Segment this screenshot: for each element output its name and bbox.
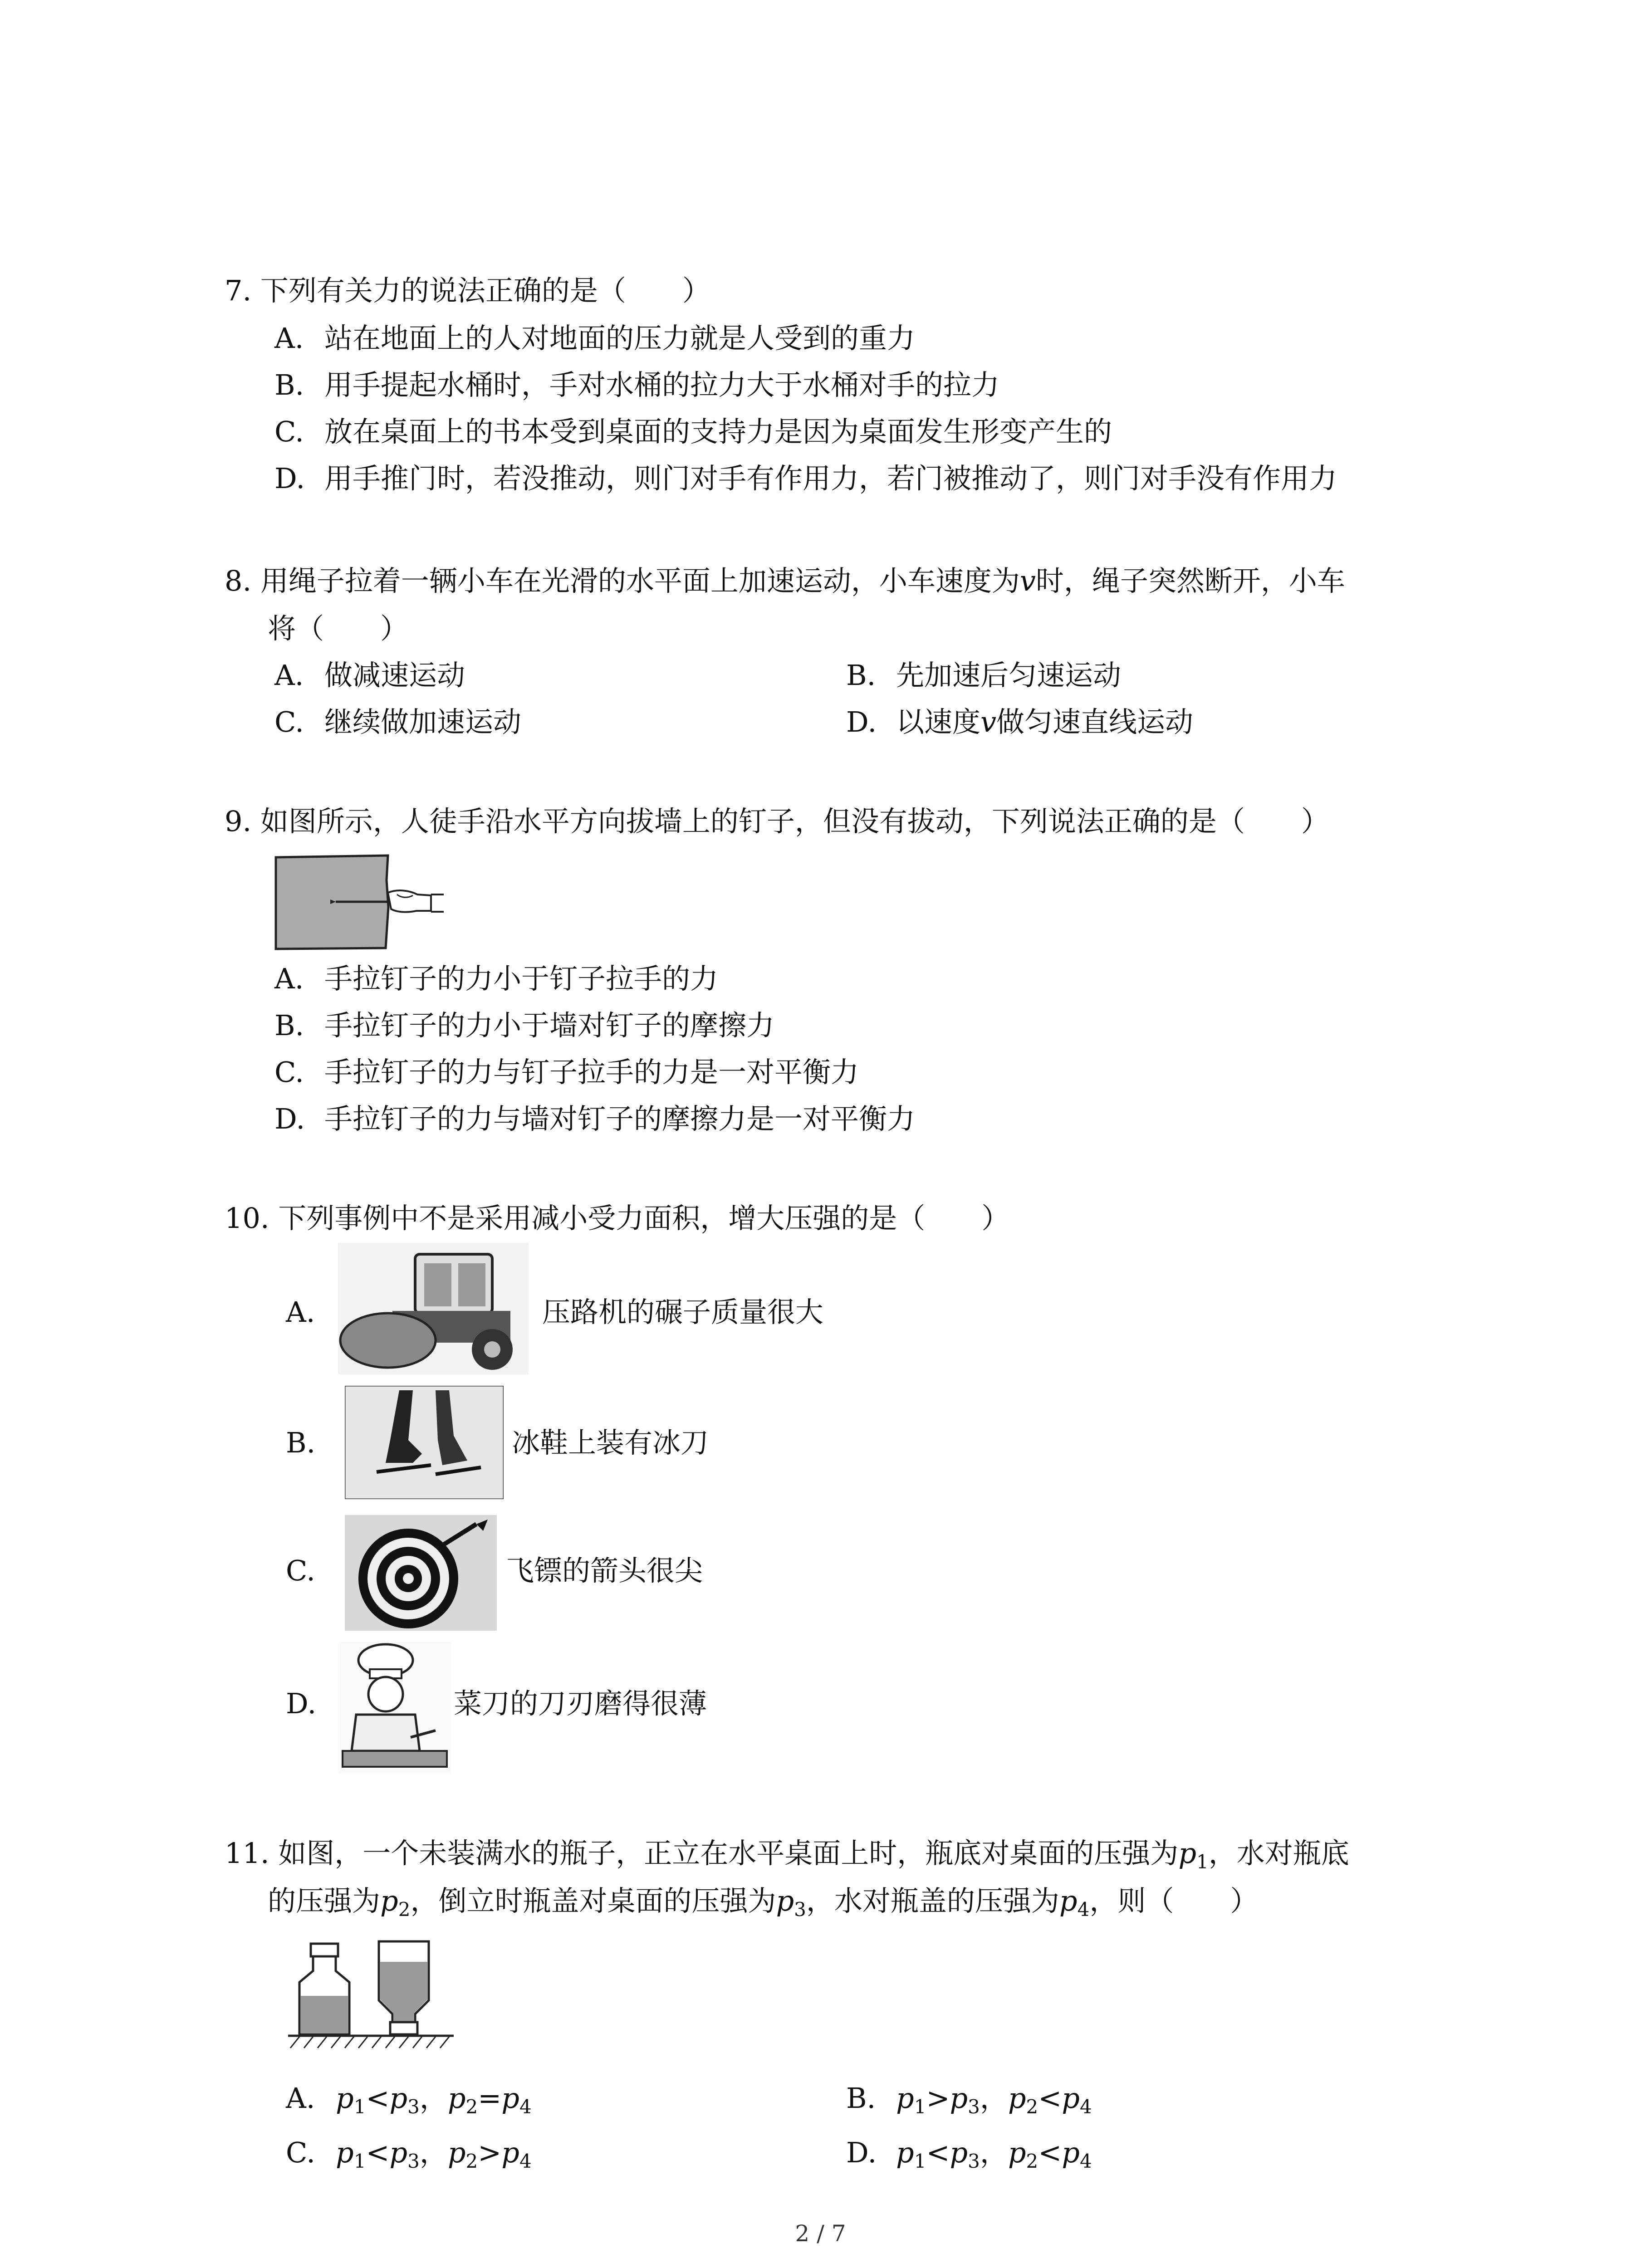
chef-cutting-image [338,1642,451,1774]
question-10-option-b-label[interactable]: B. [286,1426,316,1459]
option-text: 以速度v做匀速直线运动 [896,705,1194,738]
option-text: 做减速运动 [324,659,465,692]
question-9-option-a[interactable] [274,962,719,995]
option-label: A. [286,2082,315,2115]
option-text: 手拉钉子的力与墙对钉子的摩擦力是一对平衡力 [324,1102,916,1135]
option-label: D. [274,1102,305,1135]
option-text: 手拉钉子的力小于钉子拉手的力 [324,962,719,995]
question-7-option-d[interactable] [274,464,1337,493]
option-text: 先加速后匀速运动 [896,659,1122,692]
option-label: A. [274,659,304,692]
question-10-stem: 10. 下列事例中不是采用减小受力面积，增大压强的是（ ） [225,1202,1010,1235]
question-11-stem-line2: 的压强为$p_2$，倒立时瓶盖对桌面的压强为$p_3$，水对瓶盖的压强为$p_4$，则（ ） [268,1884,1259,1921]
bottles-upright-inverted-figure [286,1937,458,2055]
question-8-stem-line1: 8. 用绳子拉着一辆小车在光滑的水平面上加速运动，小车速度为v时，绳子突然断开，小车 [225,564,1345,597]
question-10-option-c-label[interactable]: C. [286,1554,315,1587]
question-8-option-a[interactable] [274,659,465,692]
question-10-option-d-text: 菜刀的刀刃磨得很薄 [454,1687,707,1720]
question-9-option-b[interactable] [274,1009,775,1042]
option-label: A. [274,322,304,355]
question-10-option-c-text: 飞镖的箭头很尖 [506,1554,703,1587]
question-9-option-c[interactable] [274,1056,859,1089]
option-label: B. [846,2082,876,2115]
question-8-stem-line2: 将（ ） [268,612,409,645]
option-text: 继续做加速运动 [324,705,522,738]
question-11-option-d[interactable] [846,2136,1092,2175]
option-text: 用手提起水桶时，手对水桶的拉力大于水桶对手的拉力 [324,368,1000,401]
question-11-stem-line1: 11. 如图，一个未装满水的瓶子，正立在水平桌面上时，瓶底对桌面的压强为$p_1$，水对瓶底 [225,1837,1349,1873]
option-label: B. [274,368,304,401]
question-9-option-d[interactable] [274,1102,916,1135]
option-label: D. [846,2136,877,2169]
question-10-option-a-label[interactable]: A. [286,1295,315,1329]
question-7-option-a[interactable] [274,322,916,355]
question-7-stem: 7. 下列有关力的说法正确的是（ ） [225,274,710,307]
option-label: C. [274,415,304,448]
option-text: 放在桌面上的书本受到桌面的支持力是因为桌面发生形变产生的 [324,415,1112,448]
question-8-option-b[interactable] [846,659,1122,692]
wall-nail-hand-figure [272,853,454,953]
option-label: B. [274,1009,304,1042]
question-10-option-b-text: 冰鞋上装有冰刀 [512,1426,709,1459]
question-11-option-a[interactable] [286,2084,532,2121]
option-label: C. [274,705,304,738]
question-10-option-a-text: 压路机的碾子质量很大 [542,1295,824,1329]
option-text: 手拉钉子的力与钉子拉手的力是一对平衡力 [324,1056,859,1089]
question-7-option-c[interactable] [274,415,1112,448]
question-7-option-b[interactable] [274,368,1000,401]
option-label: C. [286,2136,315,2169]
option-text: 用手推门时，若没推动，则门对手有作用力，若门被推动了，则门对手没有作用力 [324,462,1337,495]
question-11-option-b[interactable] [846,2084,1092,2121]
question-11-option-c[interactable] [286,2136,532,2175]
option-label: A. [274,962,304,995]
question-8-option-c[interactable] [274,705,522,738]
option-text: 手拉钉子的力小于墙对钉子的摩擦力 [324,1009,775,1042]
option-label: D. [846,705,877,738]
question-8-option-d[interactable] [846,705,1194,738]
option-text: 站在地面上的人对地面的压力就是人受到的重力 [324,322,916,355]
option-label: B. [846,659,876,692]
option-label: D. [274,462,305,495]
option-formula: $p_1<p_3$，$p_2>p_4$ [336,2136,532,2172]
option-formula: $p_1>p_3$，$p_2<p_4$ [896,2082,1092,2118]
page-number: 2 / 7 [795,2220,846,2247]
ice-skate-image [345,1386,504,1499]
option-label: C. [274,1056,304,1089]
option-formula: $p_1<p_3$，$p_2<p_4$ [896,2136,1092,2172]
question-10-option-d-label[interactable]: D. [286,1687,317,1720]
road-roller-image [338,1243,529,1374]
dartboard-image [345,1515,497,1631]
option-formula: $p_1<p_3$，$p_2=p_4$ [336,2082,532,2118]
question-9-stem: 9. 如图所示，人徒手沿水平方向拔墙上的钉子，但没有拔动，下列说法正确的是（ ） [225,805,1329,838]
